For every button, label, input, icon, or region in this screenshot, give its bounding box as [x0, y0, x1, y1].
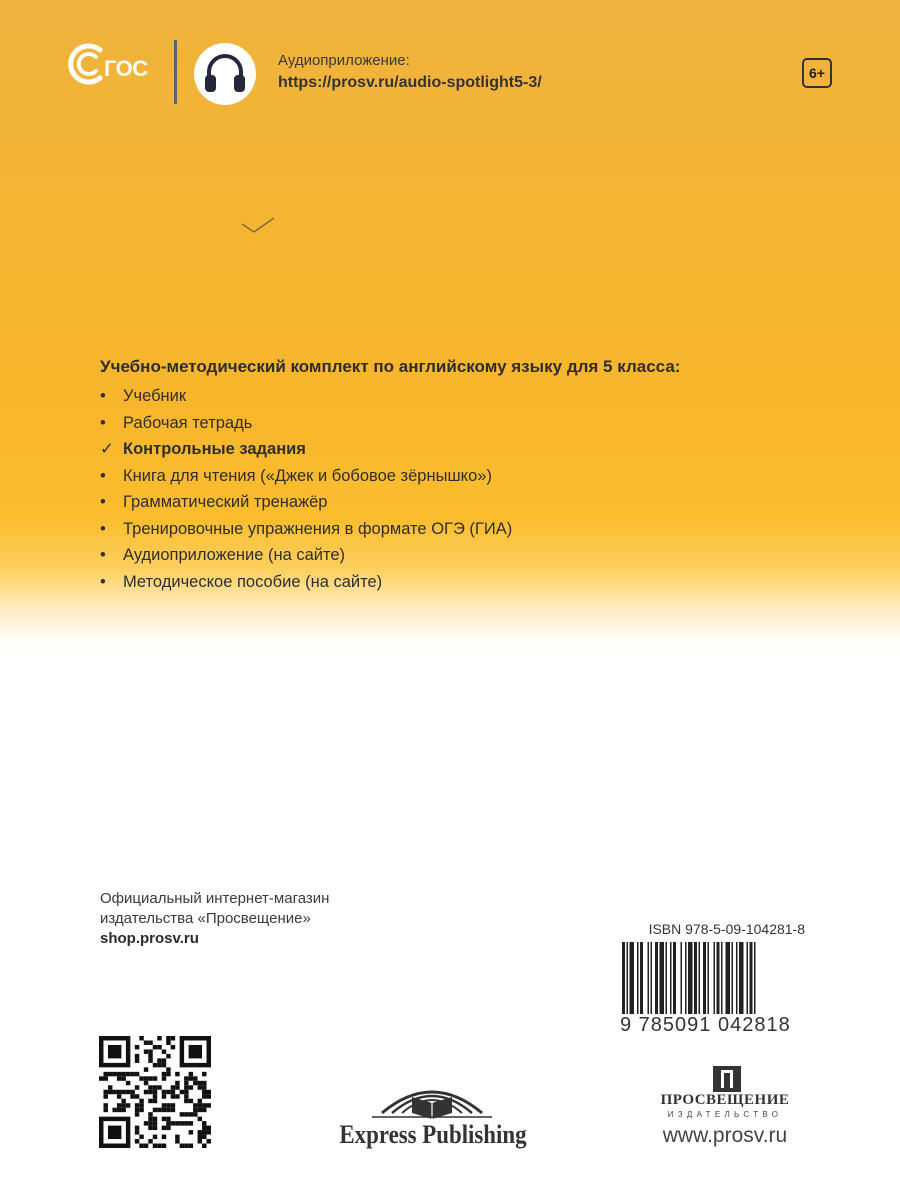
qr-module [202, 1144, 206, 1148]
qr-module [153, 1063, 157, 1067]
qr-module [166, 1090, 170, 1094]
barcode-bar [694, 942, 697, 1014]
qr-module [135, 1094, 139, 1098]
qr-module [184, 1076, 188, 1080]
qr-module [126, 1103, 130, 1107]
qr-module [144, 1067, 148, 1071]
barcode-bar [630, 942, 635, 1014]
list-item-label: Контрольные задания [123, 440, 306, 458]
list-item-label: Учебник [123, 387, 187, 405]
qr-module [117, 1108, 121, 1112]
barcode-bar [739, 942, 744, 1014]
qr-module [202, 1085, 206, 1089]
bullet-marker: • [100, 466, 106, 485]
qr-module [171, 1090, 175, 1094]
qr-module [148, 1121, 152, 1125]
barcode-bar [747, 942, 749, 1014]
qr-module [193, 1076, 197, 1080]
bullet-marker: • [100, 387, 106, 405]
qr-module [148, 1117, 152, 1121]
qr-module [135, 1139, 139, 1143]
qr-module [157, 1058, 161, 1062]
qr-module [121, 1108, 125, 1112]
barcode-bar [703, 942, 706, 1014]
qr-module [153, 1085, 157, 1089]
qr-module [198, 1081, 202, 1085]
qr-module [135, 1103, 139, 1107]
qr-module [135, 1126, 139, 1130]
bullet-marker: • [100, 493, 106, 511]
qr-module [130, 1072, 134, 1076]
qr-module [139, 1076, 143, 1080]
qr-module [171, 1094, 175, 1098]
qr-module [207, 1090, 211, 1094]
qr-module [121, 1072, 125, 1076]
qr-module [144, 1090, 148, 1094]
qr-module [189, 1130, 193, 1134]
qr-module [202, 1094, 206, 1098]
qr-module [148, 1112, 152, 1116]
qr-module [121, 1090, 125, 1094]
barcode [618, 942, 808, 1014]
qr-module [108, 1085, 112, 1089]
qr-module [157, 1144, 161, 1148]
qr-module [198, 1135, 202, 1139]
check-marker: ✓ [100, 440, 114, 458]
qr-module [198, 1099, 202, 1103]
qr-module [162, 1063, 166, 1067]
qr-module [130, 1090, 134, 1094]
barcode-bar [717, 942, 720, 1014]
barcode-bar [673, 942, 676, 1014]
qr-module [189, 1072, 193, 1076]
checkmark-icon [240, 212, 276, 236]
open-book-logo-icon [372, 1073, 492, 1123]
qr-module [184, 1085, 188, 1089]
qr-module [162, 1108, 166, 1112]
qr-module [135, 1130, 139, 1134]
qr-module [108, 1072, 112, 1076]
qr-module [121, 1076, 125, 1080]
qr-module [198, 1117, 202, 1121]
qr-module [166, 1121, 170, 1125]
qr-module [193, 1112, 197, 1116]
qr-module [162, 1090, 166, 1094]
qr-module [139, 1036, 143, 1040]
bullet-marker: • [100, 546, 106, 564]
qr-module [139, 1144, 143, 1148]
qr-finder-pattern [189, 1045, 202, 1058]
qr-module [171, 1045, 175, 1049]
qr-module [193, 1108, 197, 1112]
qr-module [117, 1076, 121, 1080]
prosv-emblem-icon [713, 1066, 741, 1092]
qr-module [117, 1090, 121, 1094]
qr-module [126, 1081, 130, 1085]
qr-module [103, 1094, 107, 1098]
kit-list [100, 385, 512, 597]
qr-module [184, 1090, 188, 1094]
qr-module [193, 1103, 197, 1107]
qr-module [139, 1103, 143, 1107]
barcode-bar [666, 942, 668, 1014]
qr-module [153, 1045, 157, 1049]
barcode-bar [622, 942, 625, 1014]
qr-module [171, 1103, 175, 1107]
qr-module [184, 1099, 188, 1103]
qr-module [189, 1112, 193, 1116]
qr-module [148, 1090, 152, 1094]
list-item-label: Грамматический тренажёр [123, 493, 328, 511]
express-publishing-logo-text: Express Publishing [339, 1120, 527, 1149]
qr-module [198, 1103, 202, 1107]
qr-module [162, 1049, 166, 1053]
qr-module [117, 1103, 121, 1107]
qr-module [175, 1135, 179, 1139]
qr-module [207, 1094, 211, 1098]
bullet-marker: • [100, 413, 106, 432]
qr-module [153, 1094, 157, 1098]
age-rating-badge: 6+ [802, 58, 832, 88]
qr-module [180, 1112, 184, 1116]
qr-module [171, 1108, 175, 1112]
list-item-current [100, 438, 512, 465]
qr-module [175, 1139, 179, 1143]
qr-module [162, 1103, 166, 1107]
qr-module [135, 1054, 139, 1058]
qr-module [157, 1085, 161, 1089]
qr-module [148, 1040, 152, 1044]
qr-module [202, 1103, 206, 1107]
prosv-url-link[interactable]: www.prosv.ru [662, 1124, 788, 1147]
kit-heading: Учебно-методический комплект по английскому языку для 5 класса: [100, 357, 681, 376]
qr-module [166, 1067, 170, 1071]
barcode-bar [721, 942, 723, 1014]
qr-module [180, 1121, 184, 1125]
barcode-bar [750, 942, 753, 1014]
barcode-bar [640, 942, 643, 1014]
qr-module [139, 1108, 143, 1112]
list-item-label: Рабочая тетрадь [123, 413, 253, 432]
barcode-bar [655, 942, 658, 1014]
qr-module [202, 1135, 206, 1139]
barcode-bar [637, 942, 639, 1014]
qr-code-icon[interactable] [99, 1036, 211, 1148]
qr-module [157, 1045, 161, 1049]
qr-module [162, 1058, 166, 1062]
qr-module [157, 1063, 161, 1067]
barcode-bar [736, 942, 738, 1014]
barcode-bar [660, 942, 665, 1014]
qr-module [148, 1054, 152, 1058]
qr-module [202, 1126, 206, 1130]
qr-module [112, 1090, 116, 1094]
qr-module [144, 1081, 148, 1085]
qr-module [166, 1126, 170, 1130]
qr-module [162, 1144, 166, 1148]
qr-module [112, 1108, 116, 1112]
qr-module [175, 1094, 179, 1098]
qr-module [207, 1130, 211, 1134]
barcode-bar [685, 942, 687, 1014]
qr-module [162, 1117, 166, 1121]
headphones-icon [193, 42, 257, 106]
qr-module [162, 1126, 166, 1130]
qr-module [153, 1144, 157, 1148]
qr-module [166, 1072, 170, 1076]
qr-module [144, 1121, 148, 1125]
qr-module [126, 1072, 130, 1076]
prosv-logo-name: ПРОСВЕЩЕНИЕ [660, 1092, 790, 1108]
barcode-bar [726, 942, 731, 1014]
qr-module [207, 1126, 211, 1130]
list-item-label: Методическое пособие (на сайте) [123, 572, 383, 591]
qr-module [135, 1112, 139, 1116]
qr-module [153, 1121, 157, 1125]
qr-module [202, 1108, 206, 1112]
qr-module [117, 1094, 121, 1098]
qr-module [139, 1135, 143, 1139]
qr-module [189, 1144, 193, 1148]
qr-module [153, 1076, 157, 1080]
list-item [100, 571, 512, 598]
bullet-marker: • [100, 572, 106, 591]
qr-module [144, 1144, 148, 1148]
qr-module [130, 1094, 134, 1098]
qr-module [153, 1108, 157, 1112]
qr-module [184, 1081, 188, 1085]
qr-module [108, 1090, 112, 1094]
qr-module [148, 1139, 152, 1143]
qr-module [135, 1085, 139, 1089]
qr-module [157, 1108, 161, 1112]
qr-module [117, 1072, 121, 1076]
qr-module [103, 1076, 107, 1080]
list-item [100, 518, 512, 545]
qr-module [148, 1076, 152, 1080]
qr-module [180, 1144, 184, 1148]
fgos-logo-text: ГОС [104, 56, 148, 81]
barcode-bar [699, 942, 701, 1014]
qr-module [171, 1121, 175, 1125]
qr-finder-pattern [108, 1045, 121, 1058]
qr-module [166, 1040, 170, 1044]
qr-module [175, 1072, 179, 1076]
qr-module [135, 1072, 139, 1076]
barcode-bar [648, 942, 650, 1014]
qr-module [189, 1099, 193, 1103]
qr-module [103, 1103, 107, 1107]
qr-module [189, 1076, 193, 1080]
qr-module [135, 1045, 139, 1049]
qr-module [193, 1081, 197, 1085]
qr-module [144, 1049, 148, 1053]
qr-module [148, 1049, 152, 1053]
prosv-logo-subtitle: ИЗДАТЕЛЬСТВО [667, 1110, 783, 1119]
qr-module [171, 1085, 175, 1089]
shop-caption-line2: издательства «Просвещение» [100, 910, 311, 927]
qr-module [121, 1103, 125, 1107]
qr-module [153, 1126, 157, 1130]
qr-module [198, 1108, 202, 1112]
qr-module [166, 1103, 170, 1107]
shop-url-link[interactable]: shop.prosv.ru [100, 930, 199, 947]
bullet-marker: • [100, 519, 106, 538]
list-item [100, 544, 512, 571]
shop-caption-line1: Официальный интернет-магазин [100, 890, 330, 907]
qr-module [148, 1085, 152, 1089]
qr-module [184, 1144, 188, 1148]
barcode-bar [651, 942, 653, 1014]
list-item [100, 465, 512, 492]
qr-module [162, 1072, 166, 1076]
qr-module [166, 1036, 170, 1040]
qr-finder-pattern [108, 1126, 121, 1139]
qr-module [148, 1126, 152, 1130]
qr-module [166, 1054, 170, 1058]
qr-module [198, 1085, 202, 1089]
qr-module [153, 1090, 157, 1094]
barcode-bar [732, 942, 734, 1014]
qr-module [184, 1094, 188, 1098]
qr-module [171, 1036, 175, 1040]
qr-module [153, 1117, 157, 1121]
list-item-label: Тренировочные упражнения в формате ОГЭ (ГИА) [123, 519, 513, 538]
qr-module [135, 1108, 139, 1112]
qr-module [166, 1108, 170, 1112]
barcode-bar [670, 942, 672, 1014]
qr-module [103, 1072, 107, 1076]
qr-module [103, 1108, 107, 1112]
qr-module [202, 1090, 206, 1094]
barcode-bar [627, 942, 629, 1014]
qr-module [121, 1099, 125, 1103]
qr-module [112, 1072, 116, 1076]
audio-app-label: Аудиоприложение: [278, 52, 410, 69]
qr-module [175, 1121, 179, 1125]
qr-module [162, 1094, 166, 1098]
qr-module [148, 1099, 152, 1103]
qr-module [202, 1130, 206, 1134]
qr-module [148, 1058, 152, 1062]
qr-module [166, 1117, 170, 1121]
qr-module [99, 1076, 103, 1080]
qr-module [202, 1072, 206, 1076]
qr-module [144, 1040, 148, 1044]
qr-module [162, 1135, 166, 1139]
list-item-label: Аудиоприложение (на сайте) [123, 546, 346, 564]
qr-module [184, 1112, 188, 1116]
qr-module [189, 1085, 193, 1089]
qr-module [198, 1130, 202, 1134]
qr-module [202, 1081, 206, 1085]
qr-module [157, 1036, 161, 1040]
qr-module [207, 1103, 211, 1107]
list-item-label: Книга для чтения («Джек и бобовое зёрнышко») [123, 466, 492, 485]
list-item [100, 385, 512, 412]
audio-app-url[interactable]: https://prosv.ru/audio-spotlight5-3/ [278, 74, 542, 91]
qr-module [189, 1121, 193, 1125]
qr-module [202, 1121, 206, 1125]
barcode-bar [754, 942, 756, 1014]
qr-module [207, 1139, 211, 1143]
qr-module [162, 1076, 166, 1080]
barcode-bar [714, 942, 716, 1014]
barcode-bar [708, 942, 710, 1014]
qr-module [184, 1121, 188, 1125]
barcode-number: 9 785091 042818 [620, 1014, 791, 1036]
qr-module [175, 1081, 179, 1085]
header-divider [174, 40, 177, 104]
isbn-label: ISBN 978-5-09-104281-8 [648, 921, 805, 937]
qr-module [153, 1135, 157, 1139]
qr-module [180, 1090, 184, 1094]
list-item [100, 412, 512, 439]
qr-module [144, 1076, 148, 1080]
barcode-bar [688, 942, 693, 1014]
qr-module [103, 1090, 107, 1094]
qr-module [126, 1090, 130, 1094]
list-item [100, 491, 512, 518]
barcode-bar [681, 942, 683, 1014]
qr-module [198, 1139, 202, 1143]
qr-module [139, 1099, 143, 1103]
qr-module [153, 1099, 157, 1103]
qr-module [175, 1085, 179, 1089]
qr-module [135, 1058, 139, 1062]
